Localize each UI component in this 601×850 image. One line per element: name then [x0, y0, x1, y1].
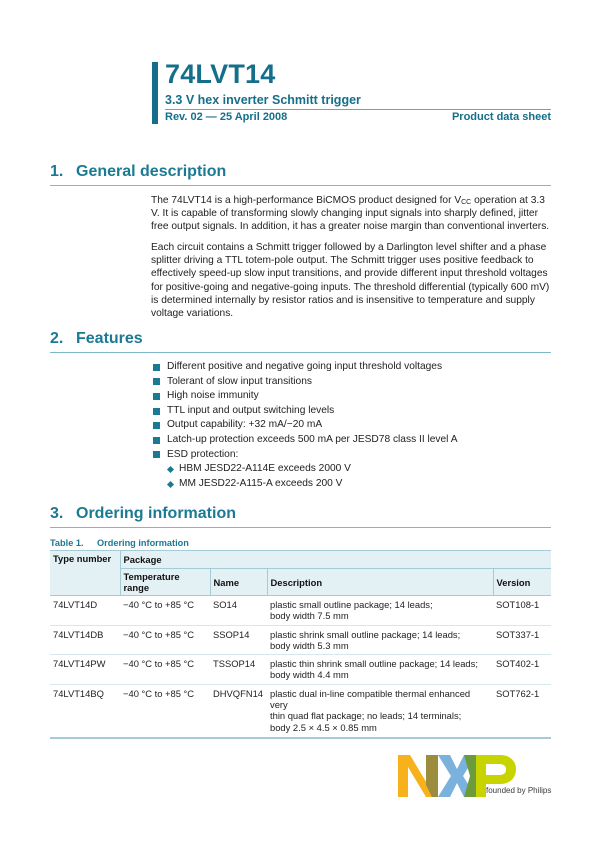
sub-list-item: [153, 477, 553, 492]
cell-version: SOT108-1: [493, 596, 551, 626]
diamond-bullet-icon: [167, 466, 174, 473]
header-version: Version: [493, 569, 551, 596]
cell-type-number: 74LVT14DB: [50, 625, 120, 655]
cell-temperature: −40 °C to +85 °C: [120, 596, 210, 626]
table-row: [50, 655, 551, 685]
section-number: 2.: [50, 330, 64, 347]
section-title: Features: [76, 330, 143, 347]
section-heading: [50, 505, 551, 523]
description-line: plastic shrink small outline package; 14 leads;: [270, 628, 461, 640]
cell-name: SO14: [210, 596, 267, 626]
square-bullet-icon: [153, 364, 160, 371]
section-title: General description: [76, 163, 227, 180]
diamond-bullet-icon: [167, 481, 174, 488]
paragraph-text: The 74LVT14 is a high-performance BiCMOS product designed for V: [151, 195, 462, 206]
feature-text: Different positive and negative going input threshold voltages: [167, 361, 443, 372]
sub-list-item: [153, 462, 553, 477]
section-title: Ordering information: [76, 505, 236, 522]
feature-text: ESD protection:: [167, 448, 239, 460]
list-item: [153, 389, 553, 404]
document-type: Product data sheet: [451, 111, 551, 123]
square-bullet-icon: [153, 422, 160, 429]
description-line: plastic small outline package; 14 leads;: [270, 599, 433, 610]
feature-text: Tolerant of slow input transitions: [167, 375, 312, 387]
description-paragraph-2: Each circuit contains a Schmitt trigger followed by a Darlington level shifter and a phase splitter driving a TTL totem-pole output. The Schmitt trigger uses positive feedback to effectively speed-up slow input transitions, and provide different input threshold voltages for positive-going and negative-going inputs. The threshold differential (typically 600 mV) is determined internally by resistor ratios and is insensitive to temperature and supply voltage variations.: [151, 242, 550, 320]
title-accent-bar: [152, 62, 158, 124]
features-list: [153, 360, 553, 491]
table-row: [50, 684, 551, 738]
description-paragraph-1: [151, 194, 553, 234]
description-line: thin quad flat package; no leads; 14 terminals;: [270, 710, 462, 722]
cell-description: [267, 684, 493, 738]
header-description: Description: [267, 569, 493, 596]
header-package: Package: [120, 551, 551, 569]
list-item: [153, 448, 553, 463]
section-heading: [50, 330, 551, 348]
section-rule: [50, 527, 551, 528]
section-features: [50, 330, 551, 353]
header-rule: [165, 109, 551, 110]
cell-temperature: −40 °C to +85 °C: [120, 655, 210, 685]
section-rule: [50, 185, 551, 186]
cell-version: SOT337-1: [493, 625, 551, 655]
square-bullet-icon: [153, 437, 160, 444]
cell-version: SOT762-1: [493, 684, 551, 738]
list-item: [153, 418, 553, 433]
table-subheader-row: [50, 569, 551, 596]
table-caption: [50, 538, 189, 548]
cell-type-number: 74LVT14D: [50, 596, 120, 626]
table-row: [50, 596, 551, 626]
feature-text: Latch-up protection exceeds 500 mA per JESD78 class II level A: [167, 433, 458, 445]
description-line: body width 5.3 mm: [270, 639, 349, 651]
list-item: [153, 433, 553, 448]
table-header-row: [50, 551, 551, 569]
list-item: [153, 404, 553, 419]
feature-text: HBM JESD22-A114E exceeds 2000 V: [179, 463, 351, 475]
description-line: body width 4.4 mm: [270, 669, 349, 681]
feature-text: MM JESD22-A115-A exceeds 200 V: [179, 477, 343, 489]
cell-description: [267, 655, 493, 685]
cell-description: [267, 596, 493, 626]
cell-name: TSSOP14: [210, 655, 267, 685]
square-bullet-icon: [153, 378, 160, 385]
revision-date: Rev. 02 — 25 April 2008: [165, 111, 288, 123]
list-item: [153, 360, 553, 375]
section-heading: [50, 163, 551, 181]
cell-name: SSOP14: [210, 625, 267, 655]
header-name: Name: [210, 569, 267, 596]
table-title: Ordering information: [97, 538, 189, 548]
section-ordering-information: [50, 505, 551, 528]
cell-type-number: 74LVT14BQ: [50, 684, 120, 738]
square-bullet-icon: [153, 393, 160, 400]
header-type-number: Type number: [50, 551, 120, 596]
description-line: plastic thin shrink small outline package; 14 leads;: [270, 658, 478, 670]
feature-text: Output capability: +32 mA/−20 mA: [167, 419, 323, 431]
document-title: 74LVT14: [165, 59, 276, 89]
table-number: Table 1.: [50, 538, 84, 548]
section-rule: [50, 352, 551, 353]
header-temperature-range: Temperature range: [120, 569, 210, 596]
cell-temperature: −40 °C to +85 °C: [120, 684, 210, 738]
square-bullet-icon: [153, 451, 160, 458]
logo-tagline: founded by Philips: [486, 786, 552, 795]
document-subtitle: 3.3 V hex inverter Schmitt trigger: [165, 93, 361, 107]
list-item: [153, 375, 553, 390]
vcc-subscript: CC: [461, 199, 472, 206]
section-number: 1.: [50, 163, 64, 180]
cell-temperature: −40 °C to +85 °C: [120, 625, 210, 655]
section-number: 3.: [50, 505, 64, 522]
ordering-table: [50, 550, 551, 739]
cell-description: [267, 625, 493, 655]
description-line: plastic dual in-line compatible thermal enhanced very: [270, 687, 471, 711]
section-general-description: [50, 163, 551, 186]
feature-text: High noise immunity: [167, 390, 259, 402]
paragraph-text: operation at 3.3 V. It is capable of transforming slowly changing input signals into sharply defined, jitter free output signals. In addition, it has a greater noise margin than conventional inverters.: [151, 195, 550, 233]
feature-text: TTL input and output switching levels: [167, 404, 335, 416]
cell-version: SOT402-1: [493, 655, 551, 685]
cell-type-number: 74LVT14PW: [50, 655, 120, 685]
square-bullet-icon: [153, 408, 160, 415]
cell-name: DHVQFN14: [210, 684, 267, 738]
description-line: body width 7.5 mm: [270, 610, 349, 622]
table-row: [50, 625, 551, 655]
description-line: body 2.5 × 4.5 × 0.85 mm: [270, 721, 377, 733]
